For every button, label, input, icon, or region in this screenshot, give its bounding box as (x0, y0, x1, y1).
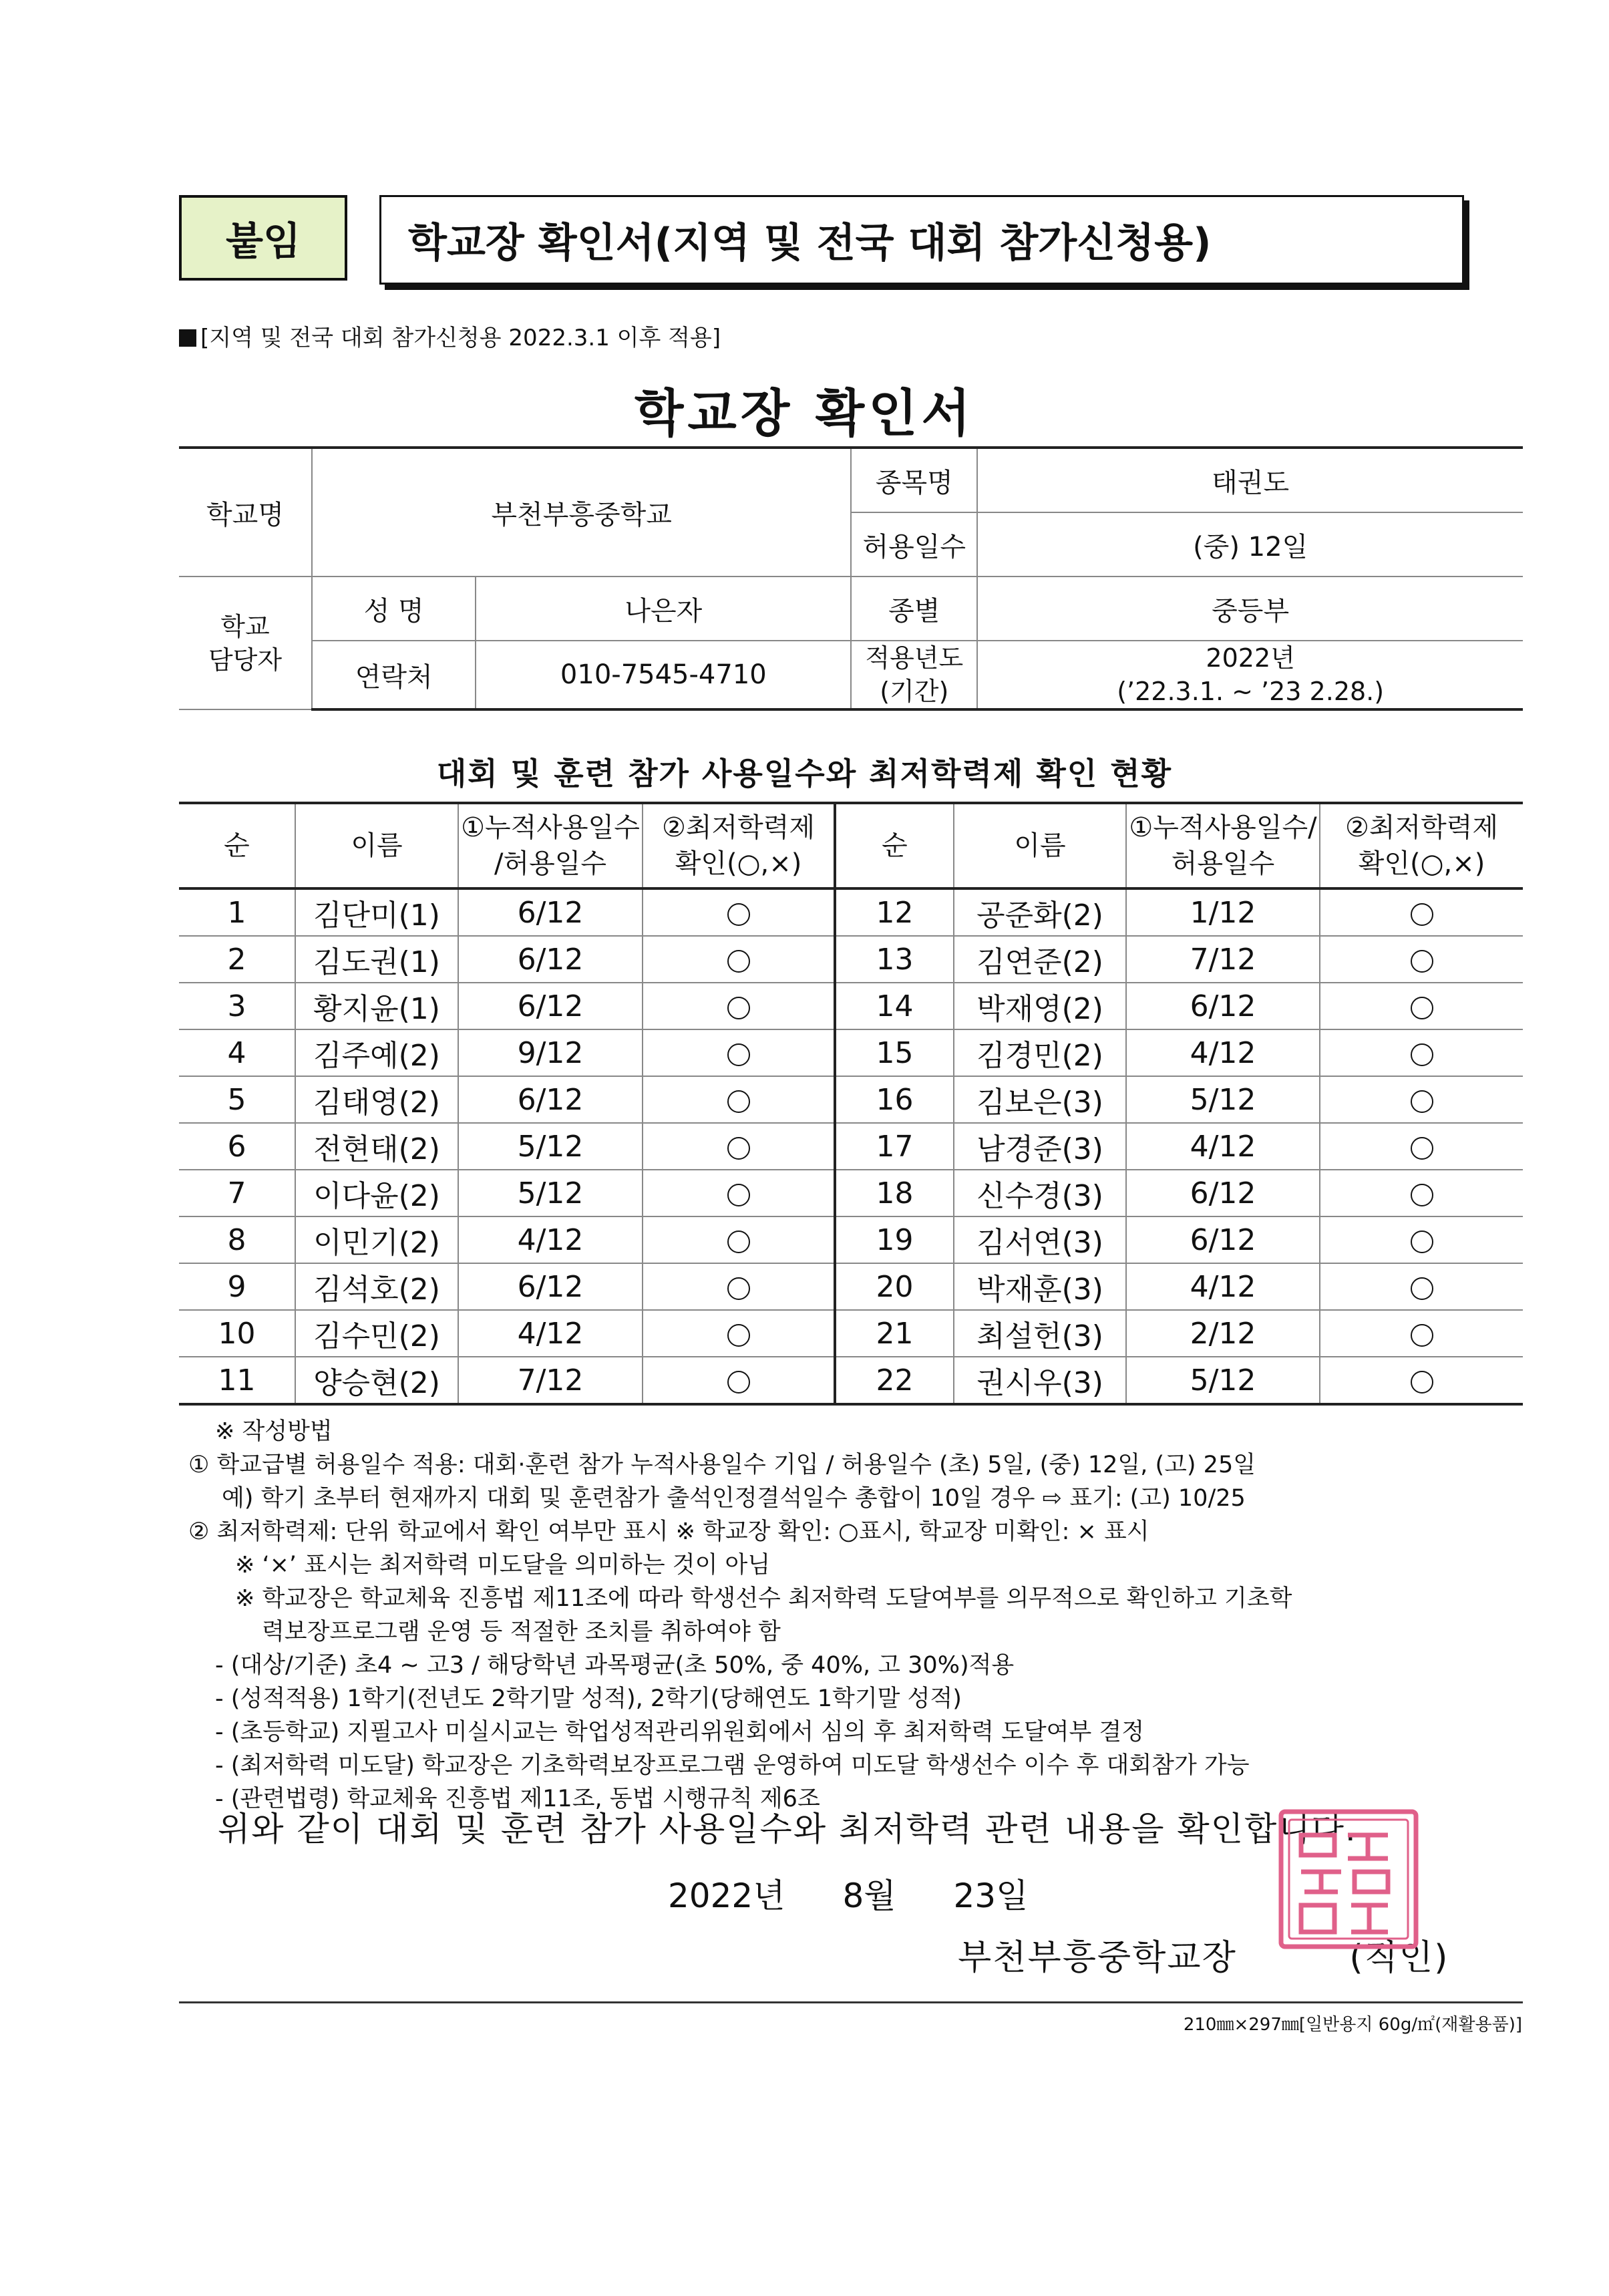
header-check-left (643, 803, 835, 888)
circle-mark-icon (1411, 1043, 1433, 1066)
contact-person-label (179, 577, 312, 709)
student-days: 5/12 (458, 1123, 643, 1170)
student-days: 6/12 (1126, 1216, 1320, 1263)
instruction-line: ※ ‘×’ 표시는 최저학력 미도달을 의미하는 것이 아님 (235, 1552, 771, 1579)
student-name: 김연준(2) (954, 936, 1126, 983)
student-status-table (179, 802, 1523, 1406)
table-header-row (179, 803, 1523, 888)
student-days: 6/12 (1126, 1170, 1320, 1216)
table-row (179, 888, 1523, 936)
student-no: 4 (179, 1029, 295, 1076)
circle-mark-icon (727, 1324, 750, 1347)
phone-value: 010-7545-4710 (476, 641, 851, 709)
student-name: 김도권(1) (295, 936, 458, 983)
header-days-left-line1: ①누적사용일수 (461, 812, 640, 843)
header-check-left-line2: 확인(○,×) (675, 848, 802, 879)
year-value-line2: (’22.3.1. ~ ’23 2.28.) (1117, 677, 1385, 706)
circle-mark-icon (1411, 1231, 1433, 1253)
circle-mark-icon (727, 950, 750, 973)
circle-mark-icon (1411, 1324, 1433, 1347)
circle-mark-icon (1411, 1277, 1433, 1300)
student-name: 이민기(2) (295, 1216, 458, 1263)
header-check-left-line1: ②최저학력제 (661, 812, 816, 843)
header-days-left-line2: /허용일수 (494, 848, 607, 879)
student-days: 9/12 (458, 1029, 643, 1076)
name-label: 성 명 (312, 577, 476, 641)
student-name: 신수경(3) (954, 1170, 1126, 1216)
student-days: 6/12 (458, 936, 643, 983)
attachment-header (179, 195, 1464, 285)
table-row (179, 1170, 1523, 1216)
student-no: 12 (835, 888, 954, 936)
phone-label: 연락처 (312, 641, 476, 709)
contact-person-label-line2: 담당자 (208, 645, 283, 675)
student-no: 1 (179, 888, 295, 936)
circle-mark-icon (1411, 1090, 1433, 1113)
student-days: 4/12 (1126, 1263, 1320, 1310)
student-days: 7/12 (1126, 936, 1320, 983)
issue-date (668, 1869, 1075, 1917)
paper-spec: 210㎜×297㎜[일반용지 60g/㎡(재활용품)] (1183, 2015, 1522, 2035)
school-name-label: 학교명 (179, 448, 312, 577)
sport-label: 종목명 (851, 448, 977, 512)
student-days: 4/12 (458, 1216, 643, 1263)
instruction-line: 력보장프로그램 운영 등 적절한 조치를 취하여야 함 (262, 1619, 781, 1645)
header-check-right (1320, 803, 1523, 888)
year-label (851, 641, 977, 709)
student-check (1320, 888, 1523, 936)
instruction-line: - (성적적용) 1학기(전년도 2학기말 성적), 2학기(당해연도 1학기말 성적) (215, 1685, 962, 1712)
student-days: 6/12 (458, 888, 643, 936)
student-check (1320, 1029, 1523, 1076)
name-value: 나은자 (476, 577, 851, 641)
student-check (643, 983, 835, 1029)
student-days: 4/12 (458, 1310, 643, 1357)
header-check-right-line1: ②최저학력제 (1345, 812, 1499, 843)
circle-mark-icon (727, 1090, 750, 1113)
student-check (643, 1357, 835, 1404)
student-check (1320, 1170, 1523, 1216)
student-check (1320, 1310, 1523, 1357)
header-days-left (458, 803, 643, 888)
circle-mark-icon (727, 1231, 750, 1253)
allowed-days-label: 허용일수 (851, 512, 977, 577)
student-check (1320, 1076, 1523, 1123)
date-month: 8월 (842, 1876, 896, 1915)
instruction-line: - (최저학력 미도달) 학교장은 기초학력보장프로그램 운영하여 미도달 학생선수 이수 후 대회참가 가능 (215, 1752, 1250, 1779)
circle-mark-icon (1411, 903, 1433, 926)
student-name: 양승현(2) (295, 1357, 458, 1404)
school-info-table (179, 446, 1523, 711)
student-days: 1/12 (1126, 888, 1320, 936)
table-row (179, 1263, 1523, 1310)
student-check (643, 1170, 835, 1216)
header-check-right-line2: 확인(○,×) (1358, 848, 1485, 879)
year-label-line1: 적용년도 (865, 643, 964, 673)
student-check (643, 1029, 835, 1076)
circle-mark-icon (1411, 997, 1433, 1019)
document-title: 학교장 확인서 (635, 383, 974, 443)
table-row (179, 1357, 1523, 1404)
student-no: 3 (179, 983, 295, 1029)
circle-mark-icon (727, 1137, 750, 1160)
student-days: 6/12 (458, 1076, 643, 1123)
circle-mark-icon (727, 1277, 750, 1300)
student-rows (179, 888, 1523, 1404)
circle-mark-icon (1411, 950, 1433, 973)
official-seal-label: (직인) (1349, 1938, 1449, 1978)
student-name: 전현태(2) (295, 1123, 458, 1170)
header-name-left: 이름 (295, 803, 458, 888)
student-no: 6 (179, 1123, 295, 1170)
category-value: 중등부 (977, 577, 1523, 641)
student-no: 18 (835, 1170, 954, 1216)
student-name: 김태영(2) (295, 1076, 458, 1123)
student-check (643, 1123, 835, 1170)
student-days: 6/12 (1126, 983, 1320, 1029)
allowed-days-value: (중) 12일 (977, 512, 1523, 577)
contact-person-label-line1: 학교 (220, 611, 270, 641)
table-row (179, 1310, 1523, 1357)
student-no: 21 (835, 1310, 954, 1357)
student-name: 박재훈(3) (954, 1263, 1126, 1310)
status-title: 대회 및 훈련 참가 사용일수와 최저학력제 확인 현황 (436, 756, 1173, 792)
student-name: 권시우(3) (954, 1357, 1126, 1404)
instruction-line: ① 학교급별 허용일수 적용: 대회·훈련 참가 누적사용일수 기입 / 허용일수 (초) 5일, (중) 12일, (고) 25일 (188, 1452, 1256, 1478)
instruction-line: ※ 학교장은 학교체육 진흥법 제11조에 따라 학생선수 최저학력 도달여부를 의무적으로 확인하고 기초학 (235, 1585, 1292, 1612)
student-check (643, 1263, 835, 1310)
instruction-line: ② 최저학력제: 단위 학교에서 확인 여부만 표시 ※ 학교장 확인: ○표시, 학교장 미확인: × 표시 (188, 1518, 1149, 1545)
header-no-right: 순 (835, 803, 954, 888)
student-days: 4/12 (1126, 1029, 1320, 1076)
student-name: 김보은(3) (954, 1076, 1126, 1123)
circle-mark-icon (727, 1043, 750, 1066)
table-row (179, 1123, 1523, 1170)
student-no: 5 (179, 1076, 295, 1123)
instruction-line: - (대상/기준) 초4 ~ 고3 / 해당학년 과목평균(초 50%, 중 40%, 고 30%)적용 (215, 1652, 1015, 1679)
student-days: 6/12 (458, 983, 643, 1029)
student-name: 최설헌(3) (954, 1310, 1126, 1357)
student-check (1320, 1123, 1523, 1170)
attachment-tag: 붙임 (179, 195, 347, 281)
header-days-right-line2: 허용일수 (1171, 848, 1275, 879)
student-check (643, 936, 835, 983)
date-day: 23일 (953, 1876, 1029, 1915)
student-check (1320, 1357, 1523, 1404)
circle-mark-icon (727, 997, 750, 1019)
applicability-note-text: [지역 및 전국 대회 참가신청용 2022.3.1 이후 적용] (200, 325, 721, 351)
table-row (179, 1029, 1523, 1076)
student-no: 17 (835, 1123, 954, 1170)
student-no: 2 (179, 936, 295, 983)
student-no: 20 (835, 1263, 954, 1310)
writing-instructions (188, 1415, 1524, 1816)
year-label-line2: (기간) (880, 677, 949, 706)
student-check (1320, 936, 1523, 983)
school-name-value: 부천부흥중학교 (312, 448, 851, 577)
student-days: 2/12 (1126, 1310, 1320, 1357)
sport-value: 태권도 (977, 448, 1523, 512)
student-no: 14 (835, 983, 954, 1029)
date-year: 2022년 (668, 1876, 785, 1915)
table-row (179, 1216, 1523, 1263)
student-name: 김석호(2) (295, 1263, 458, 1310)
student-name: 황지윤(1) (295, 983, 458, 1029)
header-days-right-line1: ①누적사용일수/ (1129, 812, 1317, 843)
student-name: 김주예(2) (295, 1029, 458, 1076)
square-bullet-icon (179, 329, 196, 347)
student-no: 22 (835, 1357, 954, 1404)
year-value-line1: 2022년 (1206, 643, 1295, 673)
student-check (643, 888, 835, 936)
applicability-note (179, 319, 721, 352)
student-no: 13 (835, 936, 954, 983)
instructions-heading: ※ 작성방법 (215, 1418, 333, 1445)
circle-mark-icon (1411, 1137, 1433, 1160)
bottom-rule (179, 2001, 1523, 2003)
student-no: 8 (179, 1216, 295, 1263)
student-no: 15 (835, 1029, 954, 1076)
student-no: 19 (835, 1216, 954, 1263)
table-row (179, 983, 1523, 1029)
circle-mark-icon (1411, 1184, 1433, 1206)
student-days: 7/12 (458, 1357, 643, 1404)
student-check (1320, 1216, 1523, 1263)
year-value (977, 641, 1523, 709)
student-name: 박재영(2) (954, 983, 1126, 1029)
student-name: 김경민(2) (954, 1029, 1126, 1076)
student-name: 김단미(1) (295, 888, 458, 936)
student-name: 김서연(3) (954, 1216, 1126, 1263)
circle-mark-icon (727, 1371, 750, 1393)
instruction-line: 예) 학기 초부터 현재까지 대회 및 훈련참가 출석인정결석일수 총합이 10일 경우 ⇨ 표기: (고) 10/25 (222, 1485, 1246, 1512)
student-no: 10 (179, 1310, 295, 1357)
circle-mark-icon (727, 1184, 750, 1206)
official-seal-stamp-icon (1274, 1805, 1423, 1953)
student-check (643, 1310, 835, 1357)
table-row (179, 936, 1523, 983)
student-name: 남경준(3) (954, 1123, 1126, 1170)
confirmation-statement: 위와 같이 대회 및 훈련 참가 사용일수와 최저학력 관련 내용을 확인합니다. (218, 1810, 1357, 1848)
student-name: 이다윤(2) (295, 1170, 458, 1216)
student-name: 김수민(2) (295, 1310, 458, 1357)
header-no-left: 순 (179, 803, 295, 888)
circle-mark-icon (727, 903, 750, 926)
student-no: 7 (179, 1170, 295, 1216)
student-name: 공준화(2) (954, 888, 1126, 936)
circle-mark-icon (1411, 1371, 1433, 1393)
student-check (643, 1216, 835, 1263)
student-days: 6/12 (458, 1263, 643, 1310)
header-days-right (1126, 803, 1320, 888)
student-check (643, 1076, 835, 1123)
category-label: 종별 (851, 577, 977, 641)
student-days: 5/12 (458, 1170, 643, 1216)
instruction-line: - (관련법령) 학교체육 진흥법 제11조, 동법 시행규칙 제6조 (215, 1786, 820, 1812)
student-days: 5/12 (1126, 1357, 1320, 1404)
student-no: 11 (179, 1357, 295, 1404)
student-check (1320, 1263, 1523, 1310)
student-check (1320, 983, 1523, 1029)
table-row (179, 1076, 1523, 1123)
attachment-title: 학교장 확인서(지역 및 전국 대회 참가신청용) (379, 195, 1464, 285)
principal-name: 부천부흥중학교장 (958, 1938, 1237, 1978)
student-no: 9 (179, 1263, 295, 1310)
student-days: 5/12 (1126, 1076, 1320, 1123)
header-name-right: 이름 (954, 803, 1126, 888)
student-no: 16 (835, 1076, 954, 1123)
instruction-line: - (초등학교) 지필고사 미실시교는 학업성적관리위원회에서 심의 후 최저학력 도달여부 결정 (215, 1719, 1145, 1746)
student-days: 4/12 (1126, 1123, 1320, 1170)
